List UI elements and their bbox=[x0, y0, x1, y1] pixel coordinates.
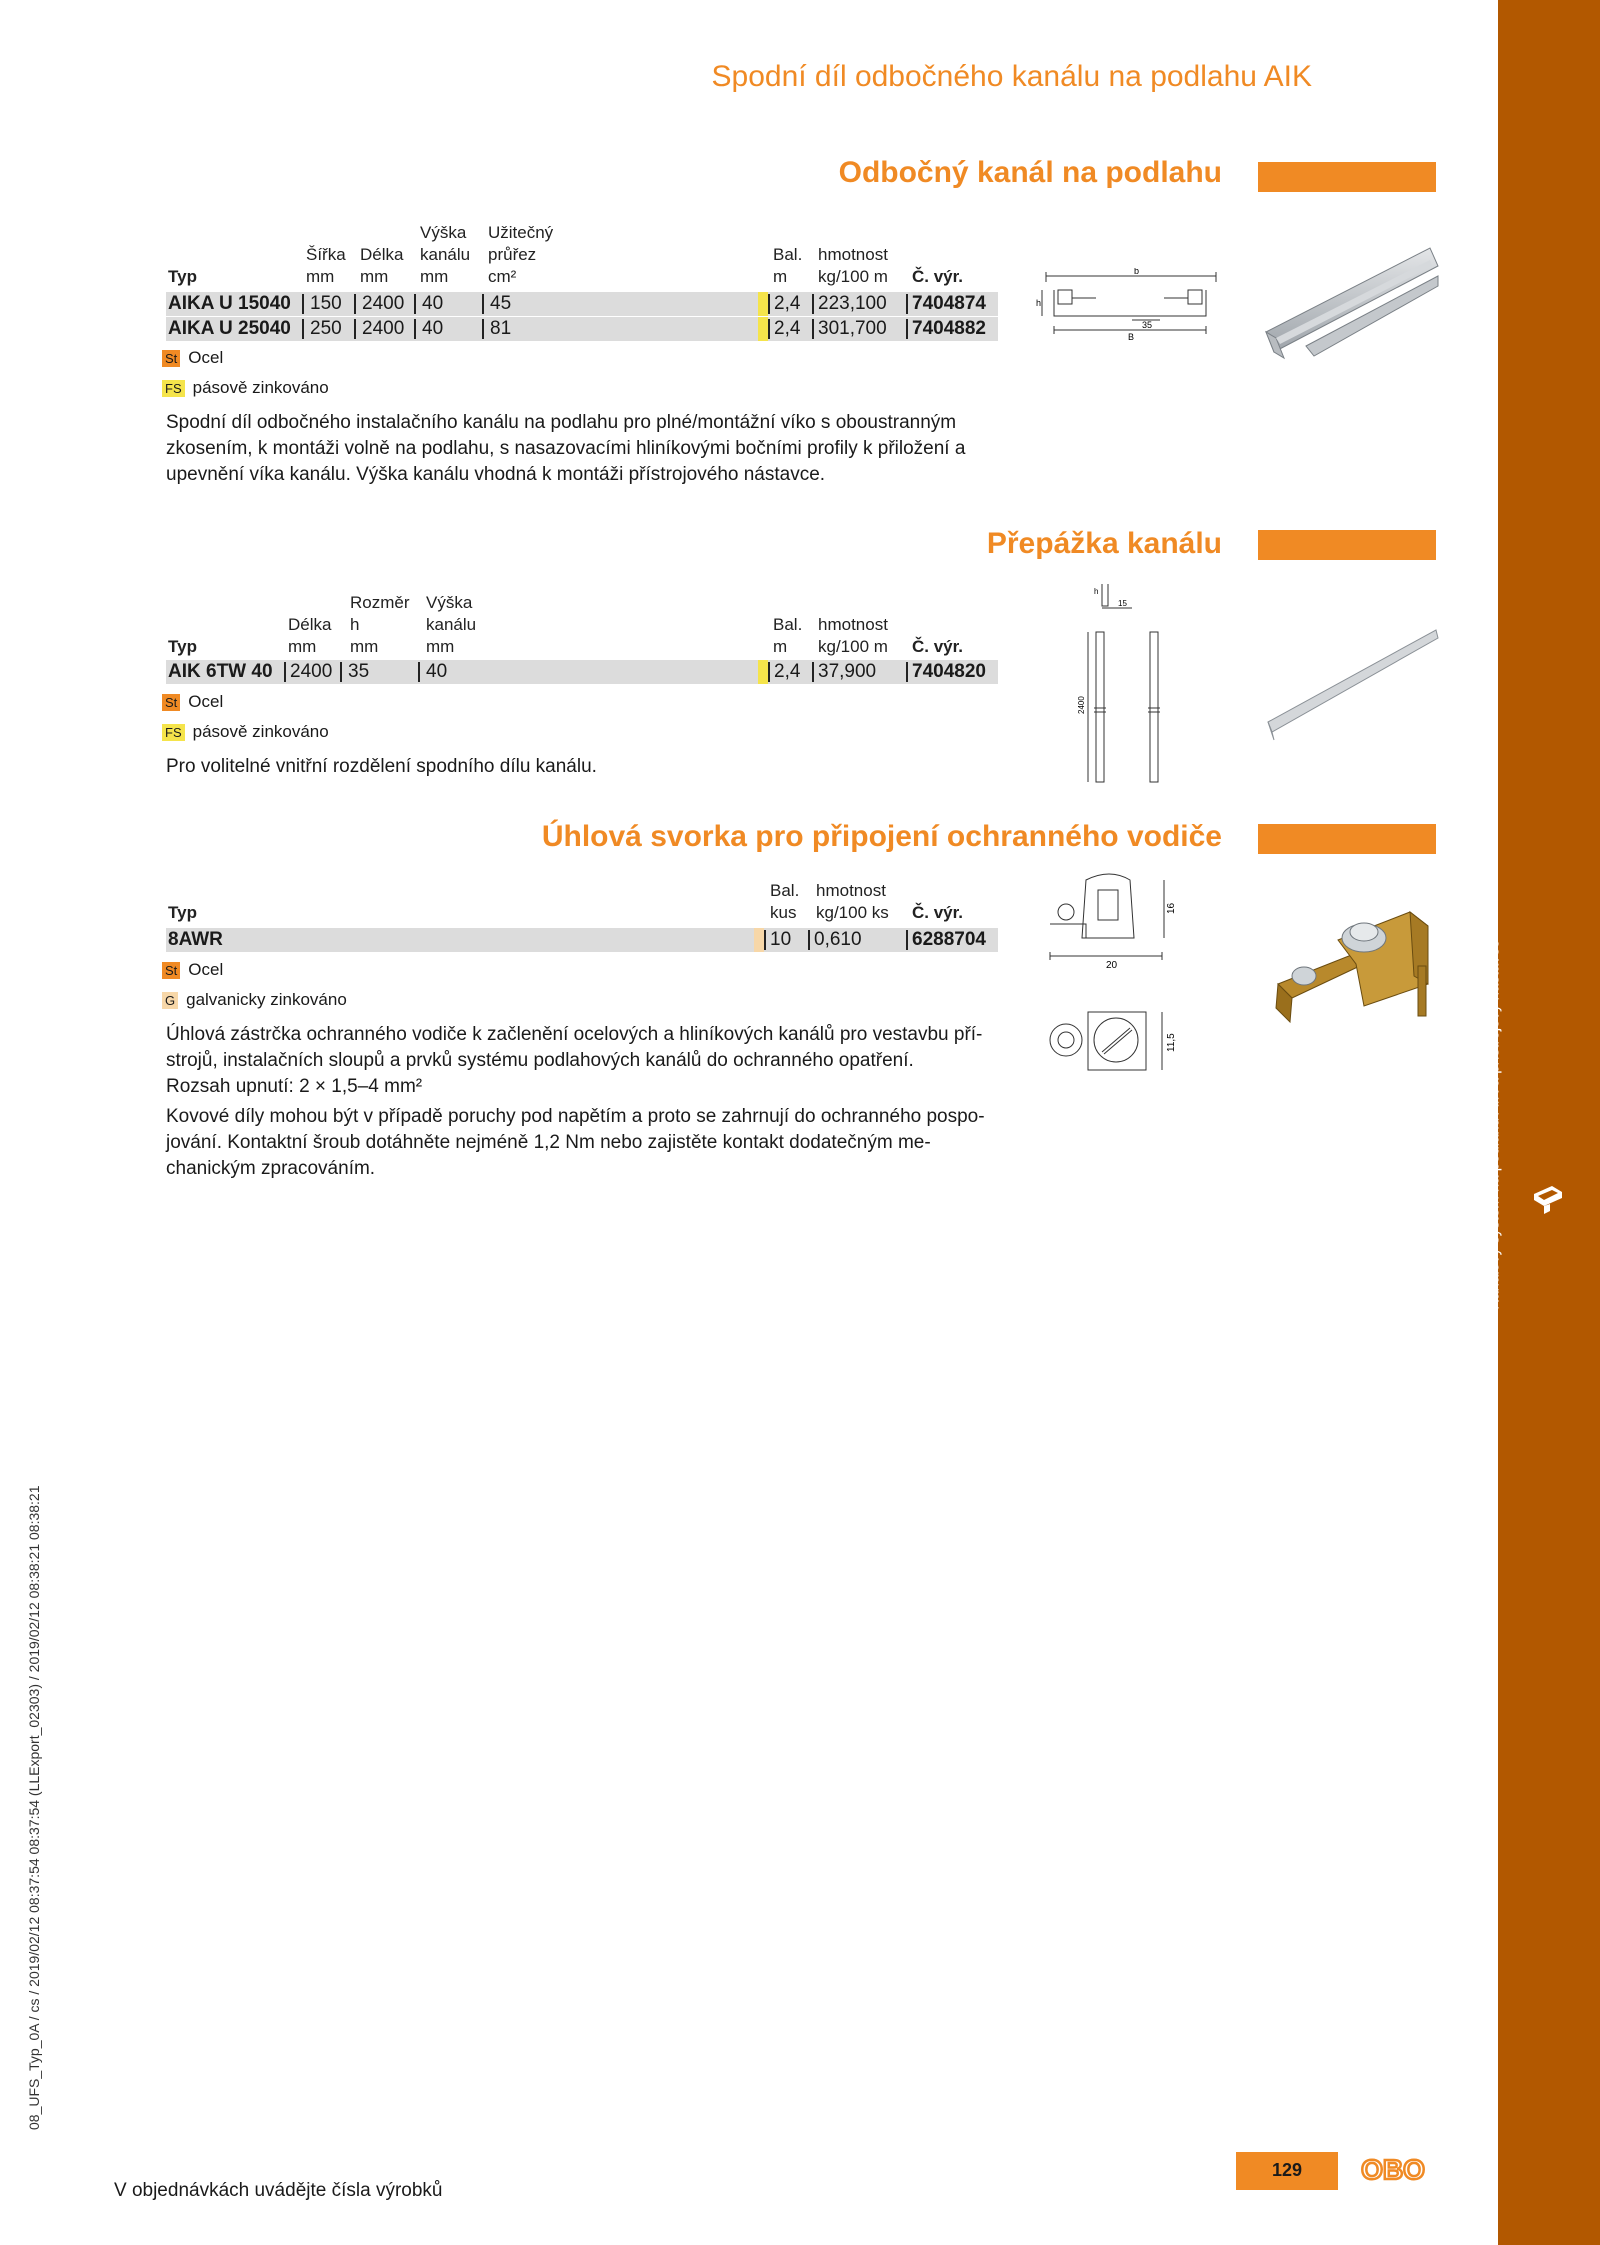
table-row: AIKA U 25040 250 2400 40 81 2,4 301,700 7404882 bbox=[166, 317, 998, 341]
section-title-prepazka: Přepážka kanálu bbox=[986, 527, 1222, 560]
header-cvyr: Č. výr. bbox=[912, 267, 964, 286]
header-kanalu: kanálu bbox=[426, 615, 477, 634]
channel-product-image bbox=[1262, 240, 1442, 380]
description: Úhlová zástrčka ochranného vodiče k začlenění ocelových a hliníkových kanálů pro vestavbu pří- strojů, instalačních sloupů a prvků systému podlahových kanálů do ochranného opatření. Rozsah upnutí: 2 × 1,5–4 mm² Kovové díly mohou být v případě poruchy pod napětím a proto se zahrnují do ochranného pospo- jování. Kontaktní šroub dotáhněte nejméně 1,2 Nm nebo zajistěte kontakt dodatečným me- chanickým zpracováním. bbox=[166, 1024, 985, 1179]
material-st: St Ocel bbox=[162, 692, 223, 712]
header-vyska-unit: mm bbox=[420, 267, 449, 286]
header-hmotnost-unit: kg/100 m bbox=[818, 267, 888, 286]
header-bal-unit: m bbox=[773, 637, 788, 656]
header-delka-unit: mm bbox=[360, 267, 389, 286]
channel-profile-drawing bbox=[1036, 268, 1226, 368]
header-delka: Délka bbox=[360, 245, 404, 264]
header-sirka: Šířka bbox=[306, 245, 346, 264]
divider-drawing bbox=[1060, 580, 1180, 790]
material-fs: FS pásově zinkováno bbox=[162, 722, 329, 742]
section-bar bbox=[1258, 162, 1436, 192]
section-title-odbocny-kanal: Odbočný kanál na podlahu bbox=[838, 156, 1222, 189]
description: Spodní díl odbočného instalačního kanálu na podlahu pro plné/montážní víko s oboustranným zkosením, k montáži volně na podlahu, s nasazovacími hliníkovými bočními profily k přiložení a upevnění víka kanálu. Výška kanálu vhodná k montáži přístrojového nástavce. bbox=[166, 412, 966, 485]
header-uzitecny: Užitečný bbox=[488, 223, 554, 242]
header-typ: Typ bbox=[168, 267, 197, 286]
header-cvyr: Č. výr. bbox=[912, 903, 964, 922]
material-st: St Ocel bbox=[162, 348, 223, 368]
dim-label: B bbox=[1128, 332, 1135, 342]
dim-label: 20 bbox=[1106, 960, 1118, 971]
header-h: h bbox=[350, 615, 360, 634]
clamp-product-image bbox=[1268, 906, 1440, 1036]
header-vyska: Výška bbox=[426, 593, 473, 612]
header-bal: Bal. bbox=[773, 245, 803, 264]
header-kanalu: kanálu bbox=[420, 245, 471, 264]
dim-label: 11,5 bbox=[1166, 1033, 1177, 1052]
section-bar bbox=[1258, 824, 1436, 854]
dim-label: 15 bbox=[1118, 599, 1127, 608]
header-cvyr: Č. výr. bbox=[912, 637, 964, 656]
obo-logo-text: OBO bbox=[1361, 2154, 1425, 2185]
dim-label: h bbox=[1094, 587, 1099, 596]
table-row: AIK 6TW 40 2400 35 40 2,4 37,900 7404820 bbox=[166, 660, 998, 684]
material-g: G galvanicky zinkováno bbox=[162, 990, 347, 1010]
dim-label: b bbox=[1134, 268, 1140, 276]
header-typ: Typ bbox=[168, 637, 197, 656]
divider-product-image bbox=[1262, 622, 1442, 742]
table-row: 8AWR 10 0,610 6288704 bbox=[166, 928, 998, 952]
header-hmotnost: hmotnost bbox=[818, 245, 888, 264]
header-h-unit: mm bbox=[350, 637, 379, 656]
header-bal: Bal. bbox=[773, 615, 803, 634]
header-prurez: průřez bbox=[488, 245, 537, 264]
dim-label: h bbox=[1036, 298, 1042, 308]
header-rozmer: Rozměr bbox=[350, 593, 410, 612]
dim-label: 35 bbox=[1142, 320, 1153, 330]
header-vyska-unit: mm bbox=[426, 637, 455, 656]
material-st: St Ocel bbox=[162, 960, 223, 980]
section-bar bbox=[1258, 530, 1436, 560]
material-fs: FS pásově zinkováno bbox=[162, 378, 329, 398]
header-delka-unit: mm bbox=[288, 637, 317, 656]
dim-label: 16 bbox=[1166, 902, 1177, 914]
header-delka: Délka bbox=[288, 615, 332, 634]
header-hmotnost: hmotnost bbox=[816, 881, 886, 900]
obo-logo bbox=[1352, 2152, 1434, 2188]
description: Pro volitelné vnitřní rozdělení spodního dílu kanálu. bbox=[166, 756, 597, 777]
header-prurez-unit: cm² bbox=[488, 267, 517, 286]
print-meta-text: 08_UFS_Typ_0A / cs / 2019/02/12 08:37:54 08:37:54 (LLExport_02303) / 2019/02/12 08:38:21 08:38:21 bbox=[26, 1485, 42, 2130]
footer-text: V objednávkách uvádějte čísla výrobků bbox=[114, 2180, 443, 2201]
table-row: AIKA U 15040 150 2400 40 45 2,4 223,100 7404874 bbox=[166, 292, 998, 316]
header-bal-unit: m bbox=[773, 267, 788, 286]
header-sirka-unit: mm bbox=[306, 267, 335, 286]
header-hmotnost: hmotnost bbox=[818, 615, 888, 634]
header-typ: Typ bbox=[168, 903, 197, 922]
side-text-label: Kanálový systém na podlahu AIK a přístrojový nástavec bbox=[1485, 940, 1503, 1310]
dim-label: 2400 bbox=[1077, 696, 1086, 714]
page-number: 129 bbox=[1271, 2160, 1303, 2180]
page-header: Spodní díl odbočného kanálu na podlahu AIK bbox=[711, 60, 1312, 93]
header-hmotnost-unit: kg/100 ks bbox=[816, 903, 889, 922]
header-vyska: Výška bbox=[420, 223, 467, 242]
header-bal: Bal. bbox=[770, 881, 800, 900]
side-band bbox=[1498, 0, 1600, 2245]
header-hmotnost-unit: kg/100 m bbox=[818, 637, 888, 656]
section-title-uhlova-svorka: Úhlová svorka pro připojení ochranného vodiče bbox=[541, 820, 1222, 853]
header-bal-unit: kus bbox=[770, 903, 797, 922]
clamp-drawing bbox=[1046, 868, 1186, 1100]
channel-icon bbox=[1530, 1180, 1566, 1220]
